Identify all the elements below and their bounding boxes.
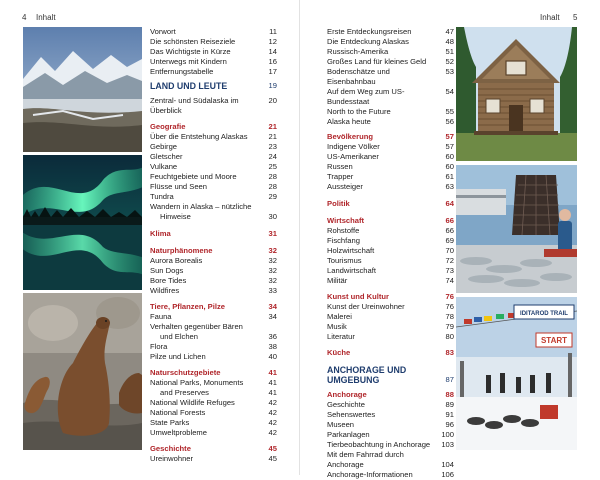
toc-entry-page: 70 [445,246,454,255]
toc-entry [150,96,277,116]
right-page [300,0,600,479]
toc-entry-page: 30 [268,212,277,221]
toc-entry [150,388,277,398]
toc-entry-title: Geografie [150,122,186,131]
toc-entry [150,454,277,464]
toc-entry-page: 66 [445,216,454,225]
toc-entry [150,172,277,182]
toc-entry-title: Feuchtgebiete und Moore [150,172,237,181]
toc-entry [327,302,454,312]
toc-entry [150,81,277,91]
toc-entry-title: Kunst und Kultur [327,292,390,301]
toc-entry [327,132,454,142]
toc-entry [150,212,277,222]
toc-entry [327,152,454,162]
toc-entry-page: 106 [441,470,454,479]
toc-entry-page: 42 [268,428,277,437]
photo-glacier-mountains [23,27,142,152]
toc-entry-title: Fauna [150,312,172,321]
toc-entry-page: 47 [445,27,454,36]
toc-entry-title: Zentral- und Südalaska im Überblick [150,96,239,115]
toc-entry-page: 41 [268,388,277,397]
toc-entry [150,57,277,67]
toc-right [327,27,454,480]
toc-entry-title: Umweltprobleme [150,428,207,437]
toc-entry [327,470,454,480]
toc-entry-page: 74 [445,276,454,285]
toc-entry-page: 33 [268,286,277,295]
toc-entry [150,276,277,286]
right-page-header: Inhalt [540,13,560,22]
photo-log-cabin [456,27,577,161]
toc-entry-page: 34 [268,312,277,321]
toc-entry [327,365,454,375]
toc-entry-title: Anchorage [327,460,364,469]
toc-entry-title: Indigene Völker [327,142,380,151]
toc-entry [327,276,454,286]
toc-entry-title: Gebirge [150,142,178,151]
toc-entry-page: 42 [268,398,277,407]
toc-entry [327,236,454,246]
toc-entry-title: Rohstoffe [327,226,360,235]
toc-entry-title: Flüsse und Seen [150,182,207,191]
toc-entry-title: Musik [327,322,347,331]
toc-entry-page: 73 [445,266,454,275]
toc-entry-page: 31 [268,229,277,238]
toc-entry-title: Pilze und Lichen [150,352,206,361]
toc-entry-page: 87 [445,375,454,384]
toc-entry [150,322,277,332]
toc-entry [327,199,454,209]
toc-entry-title: Großes Land für kleines Geld [327,57,427,66]
toc-entry-title: Unterwegs mit Kindern [150,57,227,66]
toc-entry-title: Holzwirtschaft [327,246,375,255]
toc-entry [327,226,454,236]
toc-entry [150,266,277,276]
toc-entry [150,342,277,352]
toc-entry-title: and Preserves [160,388,209,397]
toc-entry-page: 57 [445,142,454,151]
toc-entry-title: Geschichte [327,400,365,409]
toc-entry [327,117,454,127]
toc-entry-title: Hinweise [160,212,191,221]
race-start-text: START [540,336,568,345]
toc-entry-page: 21 [268,132,277,141]
toc-entry-page: 28 [268,182,277,191]
toc-entry [327,348,454,358]
toc-entry [150,37,277,47]
toc-entry-title: Tundra [150,192,174,201]
toc-entry-page: 32 [268,276,277,285]
toc-entry [150,302,277,312]
toc-entry [150,286,277,296]
toc-entry [327,47,454,57]
toc-entry [327,182,454,192]
photo-sled-dog-race [456,297,577,450]
toc-entry-page [440,365,454,375]
toc-entry-title: Mit dem Fahrrad durch [327,450,404,459]
toc-entry-title: Sehenswertes [327,410,376,419]
toc-entry-title: Die schönsten Reiseziele [150,37,236,46]
toc-entry [150,352,277,362]
toc-entry-title: Alaska heute [327,117,371,126]
toc-entry-title: Auf dem Weg zum US-Bundesstaat [327,87,405,106]
toc-entry [327,67,454,87]
toc-entry-title: Verhalten gegenüber Bären [150,322,243,331]
toc-entry [150,444,277,454]
toc-entry [150,256,277,266]
toc-entry-title: Geschichte [150,444,191,453]
toc-entry-title: Klima [150,229,171,238]
toc-left [150,27,277,464]
photo-sea-lions [23,293,142,450]
toc-entry-title: Museen [327,420,355,429]
toc-entry-page: 32 [268,256,277,265]
toc-entry-title: Malerei [327,312,352,321]
toc-entry-page: 60 [445,162,454,171]
toc-entry-title: UMGEBUNG [327,375,380,385]
toc-entry-title: Aurora Borealis [150,256,203,265]
toc-entry-title: Über die Entstehung Alaskas [150,132,248,141]
toc-entry-page: 104 [441,460,454,469]
toc-entry [327,312,454,322]
toc-entry-page: 54 [445,87,454,96]
toc-entry-page: 32 [268,246,277,255]
toc-entry [327,410,454,420]
toc-entry [150,246,277,256]
toc-entry [150,398,277,408]
toc-entry [150,152,277,162]
toc-entry [327,246,454,256]
toc-entry-title: Wandern in Alaska – nützliche [150,202,252,211]
toc-entry-title: und Elchen [160,332,198,341]
toc-entry [150,132,277,142]
toc-entry [327,440,454,450]
left-page [0,0,300,475]
toc-entry-page: 76 [445,302,454,311]
toc-entry [327,57,454,67]
toc-entry-page: 16 [268,57,277,66]
toc-entry [327,420,454,430]
toc-entry-title: National Forests [150,408,206,417]
toc-entry [327,450,454,460]
toc-entry-title: Gletscher [150,152,183,161]
toc-entry-page: 14 [268,47,277,56]
toc-entry-page: 72 [445,256,454,265]
toc-entry-title: Erste Entdeckungsreisen [327,27,412,36]
toc-entry-page: 64 [445,199,454,208]
toc-entry [150,162,277,172]
toc-entry-page: 41 [268,378,277,387]
toc-entry [327,162,454,172]
toc-entry-page [263,202,277,212]
toc-entry-page: 51 [445,47,454,56]
toc-entry [150,27,277,37]
toc-entry-page: 53 [445,67,454,76]
toc-entry-page: 91 [445,410,454,419]
toc-entry-page: 96 [445,420,454,429]
toc-entry [150,418,277,428]
left-page-number: 4 [22,13,27,22]
toc-entry [327,292,454,302]
toc-entry-page: 55 [445,107,454,116]
toc-entry-page: 11 [269,27,277,36]
toc-entry [327,266,454,276]
toc-entry-page: 52 [445,57,454,66]
toc-entry-title: Landwirtschaft [327,266,376,275]
toc-entry-title: Das Wichtigste in Kürze [150,47,231,56]
toc-entry-title: Politik [327,199,350,208]
toc-entry-page: 42 [268,418,277,427]
toc-entry [150,192,277,202]
toc-entry [150,47,277,57]
toc-entry-page: 80 [445,332,454,341]
toc-entry [327,390,454,400]
photo-fishing-salmon [456,165,577,293]
toc-entry-page: 88 [445,390,454,399]
toc-entry-title: Vorwort [150,27,176,36]
right-page-number: 5 [573,13,578,22]
toc-entry-page: 20 [268,96,277,105]
toc-entry-page: 56 [445,117,454,126]
toc-entry-title: US-Amerikaner [327,152,379,161]
toc-entry-title: North to the Future [327,107,391,116]
toc-entry [150,202,277,212]
toc-entry-page: 38 [268,342,277,351]
toc-entry [327,460,454,470]
toc-entry-page: 19 [268,81,277,90]
toc-entry-page: 45 [268,454,277,463]
toc-entry-page: 12 [268,37,277,46]
toc-entry-page: 21 [268,122,277,131]
toc-entry-title: Trapper [327,172,354,181]
toc-entry-page: 69 [445,236,454,245]
toc-entry-title: Tiere, Pflanzen, Pilze [150,302,225,311]
toc-entry-page: 48 [445,37,454,46]
toc-entry-title: Bore Tides [150,276,187,285]
left-page-header: Inhalt [36,13,56,22]
toc-entry-title: National Wildlife Refuges [150,398,235,407]
toc-entry-page: 100 [441,430,454,439]
toc-entry-page: 79 [445,322,454,331]
toc-entry [327,172,454,182]
toc-entry [150,182,277,192]
toc-entry-page: 40 [268,352,277,361]
toc-entry-title: LAND UND LEUTE [150,81,228,91]
toc-entry-page: 76 [445,292,454,301]
toc-entry [327,322,454,332]
toc-entry-page: 29 [268,192,277,201]
toc-entry [150,122,277,132]
toc-entry-title: Tierbeobachtung in Anchorage [327,440,431,449]
toc-entry-page: 23 [268,142,277,151]
toc-entry-title: Tourismus [327,256,362,265]
toc-entry-title: Ureinwohner [150,454,194,463]
toc-entry-title: Entfernungstabelle [150,67,214,76]
toc-entry-title: Die Entdeckung Alaskas [327,37,409,46]
toc-entry [327,332,454,342]
toc-entry [150,428,277,438]
toc-entry [327,142,454,152]
toc-entry-title: Naturschutzgebiete [150,368,221,377]
toc-entry-page: 17 [268,67,277,76]
toc-entry-title: Literatur [327,332,355,341]
toc-entry-title: ANCHORAGE UND [327,365,407,375]
toc-entry-title: Russen [327,162,353,171]
toc-entry-title: Wirtschaft [327,216,365,225]
toc-entry-title: Russisch-Amerika [327,47,389,56]
toc-entry [150,67,277,77]
toc-entry [327,216,454,226]
toc-entry-page: 34 [268,302,277,311]
toc-entry [327,87,454,107]
toc-entry-title: Fischfang [327,236,360,245]
toc-entry [150,378,277,388]
toc-entry-page: 45 [268,444,277,453]
toc-entry-page: 57 [445,132,454,141]
toc-entry-title: Sun Dogs [150,266,184,275]
toc-entry [150,368,277,378]
toc-entry [327,375,454,385]
toc-entry-page: 60 [445,152,454,161]
toc-entry-page: 66 [445,226,454,235]
toc-entry [327,107,454,117]
toc-entry-page [263,322,277,332]
toc-entry-page: 61 [445,172,454,181]
toc-entry [327,400,454,410]
toc-entry-page: 28 [268,172,277,181]
toc-entry-page: 89 [445,400,454,409]
toc-entry-title: Bodenschätze und Eisenbahnbau [327,67,390,86]
toc-entry-title: Flora [150,342,168,351]
toc-entry [327,256,454,266]
toc-entry-title: Küche [327,348,351,357]
race-banner-text: IDITAROD TRAIL [520,311,568,317]
toc-entry [150,142,277,152]
photo-aurora-borealis [23,155,142,290]
toc-entry-title: National Parks, Monuments [150,378,244,387]
toc-entry-title: Wildfires [150,286,180,295]
toc-entry-title: Naturphänomene [150,246,213,255]
toc-entry [327,27,454,37]
toc-entry-title: State Parks [150,418,190,427]
toc-entry-title: Anchorage-Informationen [327,470,413,479]
toc-entry-page: 42 [268,408,277,417]
toc-entry-page: 24 [268,152,277,161]
toc-entry-page: 36 [268,332,277,341]
toc-entry [150,312,277,322]
toc-entry-title: Anchorage [327,390,367,399]
toc-entry-page: 63 [445,182,454,191]
toc-entry-title: Kunst der Ureinwohner [327,302,405,311]
toc-entry [150,332,277,342]
toc-entry [327,37,454,47]
toc-entry-page: 25 [268,162,277,171]
toc-entry-title: Aussteiger [327,182,363,191]
toc-entry-page: 32 [268,266,277,275]
toc-entry-page: 41 [268,368,277,377]
toc-entry-page: 83 [445,348,454,357]
toc-entry-title: Bevölkerung [327,132,373,141]
toc-entry-title: Vulkane [150,162,178,171]
toc-entry-page: 103 [441,440,454,449]
toc-entry-page: 78 [445,312,454,321]
toc-entry-page [440,450,454,460]
toc-entry [150,408,277,418]
toc-entry-title: Parkanlagen [327,430,370,439]
toc-entry-title: Militär [327,276,348,285]
toc-entry [327,430,454,440]
toc-entry [150,229,277,239]
